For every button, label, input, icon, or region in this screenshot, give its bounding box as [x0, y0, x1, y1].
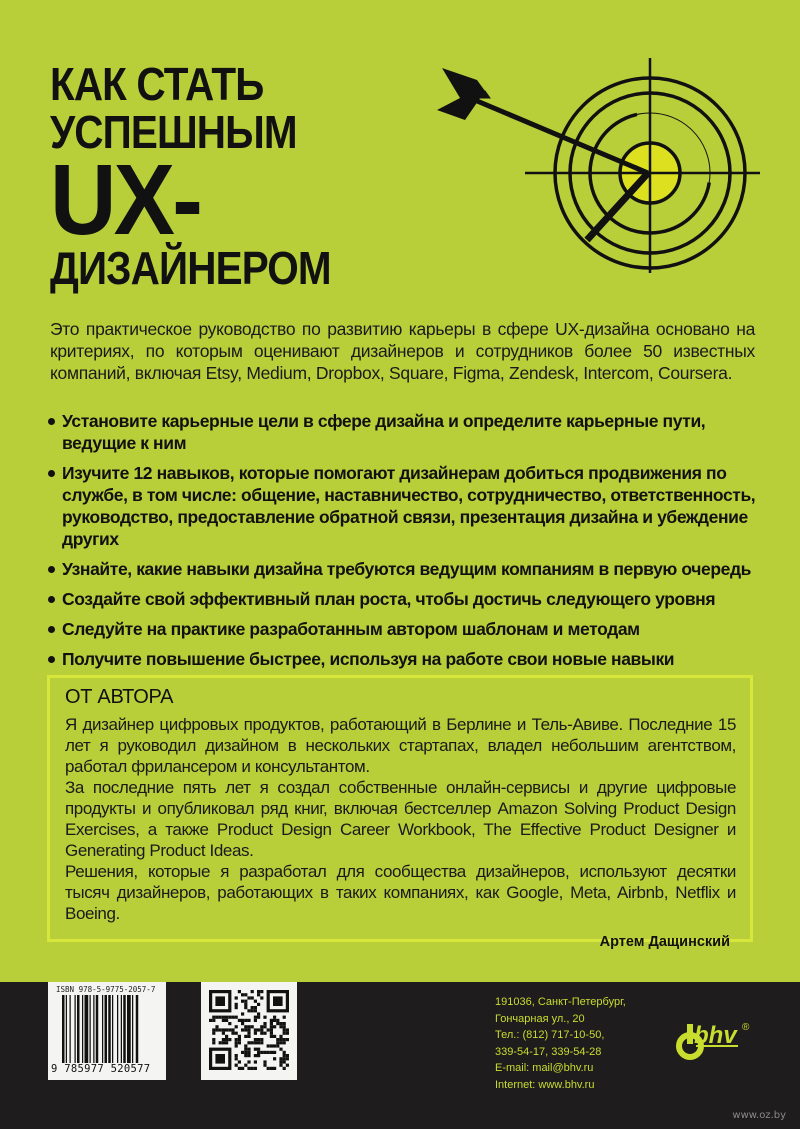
- qr-module: [254, 1048, 257, 1051]
- bhv-logo: [676, 1016, 776, 1060]
- qr-module: [251, 1025, 254, 1028]
- qr-module: [241, 1051, 244, 1054]
- qr-module: [257, 1016, 260, 1019]
- qr-module: [279, 1048, 282, 1051]
- qr-module: [270, 1019, 273, 1022]
- list-item-text: Создайте свой эффективный план роста, чтобы достичь следующего уровня: [62, 589, 716, 609]
- qr-module: [215, 1025, 218, 1028]
- qr-code: [201, 982, 297, 1080]
- qr-module: [270, 1044, 273, 1047]
- qr-module: [263, 1016, 266, 1019]
- qr-module: [273, 1035, 276, 1038]
- barcode-bar: [75, 995, 76, 1063]
- qr-module: [222, 1019, 225, 1022]
- qr-module: [273, 1025, 276, 1028]
- qr-module: [254, 1016, 257, 1019]
- qr-module: [222, 1041, 225, 1044]
- list-item: [44, 618, 764, 640]
- qr-module: [251, 1067, 254, 1070]
- qr-module: [260, 1038, 263, 1041]
- qr-module: [235, 1064, 238, 1067]
- intro-paragraph: Это практическое руководство по развитию карьеры в сфере UX-дизайна основано на критериях, по которым оценивают дизайнеров и сотрудников более 50 известных компаний, включая Etsy, Medium, Dropbox, Square, Figma, Zendesk, Intercom, Coursera.: [50, 319, 755, 383]
- qr-module: [279, 1035, 282, 1038]
- title-line-2: УСПЕШНЫМ: [50, 106, 297, 158]
- barcode-bar: [77, 995, 80, 1063]
- qr-module: [257, 1054, 260, 1057]
- qr-module: [286, 1057, 289, 1060]
- qr-module: [283, 1051, 286, 1054]
- qr-module: [244, 1035, 247, 1038]
- title-line-4: ДИЗАЙНЕРОМ: [50, 242, 331, 294]
- qr-module: [241, 1022, 244, 1025]
- qr-module: [286, 1064, 289, 1067]
- address-line: 191036, Санкт-Петербург,: [495, 996, 626, 1008]
- qr-module: [212, 1028, 215, 1031]
- qr-module: [212, 1019, 215, 1022]
- qr-module: [257, 1012, 260, 1015]
- qr-module: [225, 1035, 228, 1038]
- qr-module: [254, 1054, 257, 1057]
- qr-module: [270, 1067, 273, 1070]
- bullet-icon: [48, 566, 55, 573]
- qr-module: [254, 1032, 257, 1035]
- qr-module: [225, 1028, 228, 1031]
- bullet-icon: [48, 656, 55, 663]
- title-line-1: КАК СТАТЬ: [50, 58, 264, 110]
- qr-module: [215, 996, 225, 1006]
- qr-module: [260, 996, 263, 999]
- barcode-bar: [102, 995, 103, 1063]
- qr-module: [247, 1035, 250, 1038]
- qr-module: [235, 1038, 238, 1041]
- qr-module: [244, 1054, 247, 1057]
- qr-module: [257, 993, 260, 996]
- barcode-bar: [96, 995, 99, 1063]
- qr-module: [212, 1032, 215, 1035]
- qr-module: [219, 1016, 222, 1019]
- qr-module: [244, 1028, 247, 1031]
- qr-module: [235, 1041, 238, 1044]
- author-heading: ОТ АВТОРА: [65, 686, 174, 708]
- qr-module: [247, 1009, 250, 1012]
- qr-module: [273, 1044, 276, 1047]
- qr-module: [251, 1006, 254, 1009]
- qr-module: [247, 1060, 250, 1063]
- qr-module: [235, 1057, 238, 1060]
- qr-module: [247, 1048, 250, 1051]
- bullet-icon: [48, 596, 55, 603]
- isbn-barcode: [48, 982, 166, 1080]
- list-item-text: Изучите 12 навыков, которые помогают дизайнерам добиться продвижения по службе, в том числе: общение, наставничество, сотрудничество, ответственность, руководство, предоставление обратной связи, презентация дизайна и убеждение других: [62, 463, 756, 549]
- qr-module: [276, 1044, 279, 1047]
- qr-module: [247, 1019, 250, 1022]
- qr-module: [251, 1041, 254, 1044]
- qr-module: [267, 1051, 270, 1054]
- qr-module: [241, 1000, 244, 1003]
- author-paragraph-1: Я дизайнер цифровых продуктов, работающий в Берлине и Тель-Авиве. Последние 15 лет я руководил дизайном в нескольких стартапах, владел небольшим агентством, работал фрилансером и консультантом.: [65, 715, 736, 776]
- qr-module: [283, 1016, 286, 1019]
- author-paragraph-2: За последние пять лет я создал собственные онлайн-сервисы и другие цифровые продукты и опубликовал ряд книг, включая бестселлер Amazon Solving Product Design Exercises, а также Product Design Career Workbook, The Effective Product Designer и Generating Product Ideas.: [65, 778, 736, 860]
- qr-module: [244, 993, 247, 996]
- list-item: [44, 588, 764, 610]
- qr-module: [244, 1019, 247, 1022]
- qr-module: [257, 1048, 260, 1051]
- qr-module: [244, 1006, 247, 1009]
- qr-module: [279, 1060, 282, 1063]
- qr-module: [263, 1060, 266, 1063]
- qr-module: [244, 1000, 247, 1003]
- publisher-address: [495, 994, 626, 1093]
- qr-module: [283, 1060, 286, 1063]
- qr-module: [257, 1003, 260, 1006]
- qr-module: [270, 1025, 273, 1028]
- qr-module: [212, 1016, 215, 1019]
- qr-module: [283, 1067, 286, 1070]
- qr-module: [279, 1057, 282, 1060]
- qr-module: [244, 1044, 247, 1047]
- qr-module: [247, 1028, 250, 1031]
- qr-module: [270, 1035, 273, 1038]
- qr-module: [267, 1044, 270, 1047]
- barcode-bar: [132, 995, 133, 1063]
- qr-module: [238, 1041, 241, 1044]
- qr-module: [267, 1028, 270, 1031]
- qr-module: [276, 1019, 279, 1022]
- qr-module: [283, 1025, 286, 1028]
- qr-module: [235, 1016, 238, 1019]
- qr-module: [276, 1022, 279, 1025]
- qr-module: [251, 1009, 254, 1012]
- barcode-bar: [136, 995, 139, 1063]
- about-author-box: [47, 675, 753, 950]
- watermark: www.oz.by: [732, 1110, 786, 1121]
- qr-module: [260, 1041, 263, 1044]
- qr-module: [254, 1028, 257, 1031]
- list-item-text: Получите повышение быстрее, используя на работе свои новые навыки: [62, 649, 675, 669]
- qr-module: [244, 1048, 247, 1051]
- qr-module: [238, 1019, 241, 1022]
- barcode-bar: [82, 995, 83, 1063]
- address-line: Гончарная ул., 20: [495, 1012, 585, 1025]
- list-item-text: Следуйте на практике разработанным автором шаблонам и методам: [62, 619, 640, 639]
- qr-module: [247, 1032, 250, 1035]
- qr-module: [273, 1019, 276, 1022]
- logo-text: bhv: [694, 1022, 737, 1049]
- barcode-bar: [90, 995, 91, 1063]
- qr-module: [225, 1019, 228, 1022]
- publisher-footer: [0, 982, 800, 1129]
- qr-module: [251, 996, 254, 999]
- qr-module: [238, 1038, 241, 1041]
- barcode-bar: [85, 995, 89, 1063]
- qr-module: [235, 1032, 238, 1035]
- qr-module: [231, 1028, 234, 1031]
- qr-module: [273, 996, 283, 1006]
- qr-module: [225, 1038, 228, 1041]
- qr-module: [235, 1044, 238, 1047]
- qr-module: [241, 1028, 244, 1031]
- qr-module: [273, 1016, 276, 1019]
- qr-module: [260, 1025, 263, 1028]
- qr-module: [247, 1067, 250, 1070]
- qr-module: [222, 1032, 225, 1035]
- barcode-bar: [123, 995, 126, 1063]
- qr-module: [270, 1028, 273, 1031]
- qr-module: [212, 1041, 215, 1044]
- barcode-bar: [105, 995, 108, 1063]
- qr-module: [212, 1038, 215, 1041]
- barcode-number: 9 785977 520577: [51, 1063, 151, 1075]
- qr-module: [276, 1038, 279, 1041]
- qr-module: [283, 1054, 286, 1057]
- qr-module: [286, 1054, 289, 1057]
- qr-module: [257, 1038, 260, 1041]
- qr-module: [244, 1003, 247, 1006]
- qr-module: [260, 1032, 263, 1035]
- qr-module: [257, 990, 260, 993]
- qr-module: [286, 1028, 289, 1031]
- qr-module: [257, 1028, 260, 1031]
- qr-code-icon: [209, 990, 289, 1070]
- qr-module: [215, 1028, 218, 1031]
- qr-module: [283, 1022, 286, 1025]
- list-item: [44, 462, 764, 550]
- qr-module: [222, 1038, 225, 1041]
- qr-module: [283, 1057, 286, 1060]
- qr-module: [254, 1060, 257, 1063]
- barcode-icon: [62, 995, 160, 1063]
- qr-module: [231, 1032, 234, 1035]
- qr-module: [279, 1064, 282, 1067]
- qr-module: [283, 1032, 286, 1035]
- phone-line: Тел.: (812) 717-10-50,: [495, 1029, 605, 1041]
- qr-module: [222, 1016, 225, 1019]
- qr-module: [263, 1032, 266, 1035]
- qr-module: [254, 1006, 257, 1009]
- qr-module: [257, 1051, 260, 1054]
- qr-module: [235, 1025, 238, 1028]
- email-line: E-mail: mail@bhv.ru: [495, 1062, 594, 1074]
- website-line: Internet: www.bhv.ru: [495, 1078, 595, 1091]
- phone-line: 339-54-17, 339-54-28: [495, 1045, 602, 1058]
- qr-module: [283, 1028, 286, 1031]
- qr-module: [215, 1054, 225, 1064]
- barcode-bar: [62, 995, 65, 1063]
- target-rings: [475, 58, 760, 273]
- bullet-icon: [48, 418, 55, 425]
- qr-module: [247, 1041, 250, 1044]
- qr-module: [228, 1022, 231, 1025]
- qr-module: [225, 1016, 228, 1019]
- qr-module: [244, 1064, 247, 1067]
- qr-module: [241, 1019, 244, 1022]
- qr-module: [263, 1064, 266, 1067]
- list-item: [44, 558, 764, 580]
- qr-module: [276, 1041, 279, 1044]
- qr-module: [228, 1016, 231, 1019]
- qr-module: [254, 1038, 257, 1041]
- qr-module: [279, 1022, 282, 1025]
- qr-module: [238, 1035, 241, 1038]
- qr-module: [270, 1032, 273, 1035]
- book-title: [50, 60, 380, 294]
- qr-module: [209, 1019, 212, 1022]
- qr-module: [247, 1051, 250, 1054]
- qr-module: [219, 1028, 222, 1031]
- qr-module: [286, 1032, 289, 1035]
- barcode-bar: [70, 995, 71, 1063]
- qr-module: [251, 990, 254, 993]
- barcode-bar: [66, 995, 67, 1063]
- qr-module: [254, 1009, 257, 1012]
- qr-module: [247, 1054, 250, 1057]
- qr-module: [279, 1025, 282, 1028]
- qr-module: [260, 1028, 263, 1031]
- qr-module: [273, 1057, 276, 1060]
- qr-module: [254, 1019, 257, 1022]
- qr-module: [222, 1028, 225, 1031]
- list-item: [44, 648, 764, 670]
- qr-module: [270, 1051, 273, 1054]
- qr-module: [235, 996, 238, 999]
- registered-mark: ®: [742, 1022, 750, 1033]
- barcode-bar: [93, 995, 94, 1063]
- qr-module: [228, 1038, 231, 1041]
- author-signature: Артем Дащинский: [599, 934, 730, 950]
- qr-module: [247, 996, 250, 999]
- qr-module: [270, 1022, 273, 1025]
- list-item: [44, 410, 764, 454]
- qr-module: [238, 990, 241, 993]
- qr-module: [254, 1067, 257, 1070]
- list-item-text: Установите карьерные цели в сфере дизайна и определите карьерные пути, ведущие к ним: [62, 411, 706, 453]
- qr-module: [244, 1051, 247, 1054]
- qr-module: [254, 1000, 257, 1003]
- qr-module: [273, 1051, 276, 1054]
- feature-list: [44, 410, 764, 678]
- barcode-bar: [117, 995, 118, 1063]
- qr-module: [263, 1051, 266, 1054]
- qr-module: [235, 1006, 238, 1009]
- qr-module: [235, 1054, 238, 1057]
- qr-module: [241, 1012, 244, 1015]
- arrow-in-target-icon: [415, 58, 765, 273]
- barcode-bar: [127, 995, 131, 1063]
- qr-module: [231, 1016, 234, 1019]
- arrow: [437, 68, 648, 240]
- qr-module: [244, 1025, 247, 1028]
- barcode-bar: [121, 995, 122, 1063]
- qr-module: [279, 1038, 282, 1041]
- qr-module: [219, 1041, 222, 1044]
- qr-module: [225, 1041, 228, 1044]
- author-paragraph-3: Решения, которые я разработал для сообщества дизайнеров, используют десятки тысяч дизайнеров, работающих в таких компаниях, как Google, Meta, Airbnb, Netflix и Boeing.: [65, 862, 736, 923]
- qr-module: [241, 1067, 244, 1070]
- qr-module: [247, 1025, 250, 1028]
- qr-module: [257, 1041, 260, 1044]
- barcode-bar: [108, 995, 111, 1063]
- qr-module: [254, 1041, 257, 1044]
- qr-module: [260, 1051, 263, 1054]
- qr-module: [238, 1060, 241, 1063]
- isbn-label: ISBN 978-5-9775-2057-7: [56, 985, 156, 994]
- qr-module: [241, 993, 244, 996]
- qr-module: [283, 1038, 286, 1041]
- bullet-icon: [48, 470, 55, 477]
- qr-module: [279, 1041, 282, 1044]
- qr-module: [283, 1041, 286, 1044]
- qr-module: [273, 1067, 276, 1070]
- bullet-icon: [48, 626, 55, 633]
- qr-module: [286, 1038, 289, 1041]
- list-item-text: Узнайте, какие навыки дизайна требуются ведущим компаниям в первую очередь: [62, 559, 752, 579]
- qr-module: [228, 1028, 231, 1031]
- title-line-3: UX-: [50, 144, 201, 256]
- qr-module: [263, 1025, 266, 1028]
- qr-module: [260, 990, 263, 993]
- barcode-bar: [112, 995, 113, 1063]
- qr-module: [238, 1067, 241, 1070]
- qr-module: [215, 1016, 218, 1019]
- qr-module: [263, 1022, 266, 1025]
- qr-module: [235, 1003, 238, 1006]
- qr-module: [267, 1067, 270, 1070]
